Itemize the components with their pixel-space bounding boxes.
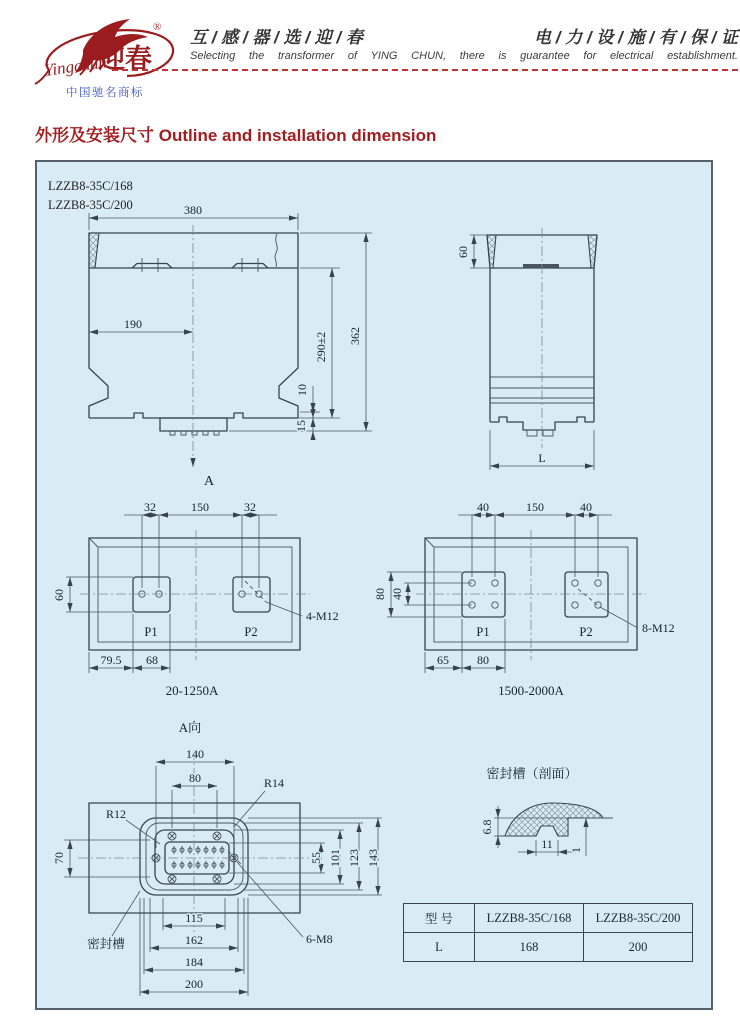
- dim-front-width: 380: [184, 203, 202, 217]
- dim-front-h3: 10: [295, 384, 309, 396]
- dim-pl-b1: 65: [437, 653, 449, 667]
- dim-ps-t3: 32: [244, 500, 256, 514]
- holes-label-4m12: 4-M12: [306, 609, 339, 623]
- dim-av-b2: 162: [185, 933, 203, 947]
- dim-av-b4: 200: [185, 977, 203, 991]
- brand-script: Yingchun: [42, 52, 108, 80]
- pad1-label-large: P1: [476, 625, 490, 639]
- spec-l-200: 200: [584, 933, 693, 962]
- dim-front-inner: 190: [124, 317, 142, 331]
- pad-view-large-drawing: [373, 500, 675, 698]
- seal-section-drawing: [480, 766, 613, 856]
- slogan-cn-left: 互 / 感 / 器 / 选 / 迎 / 春: [190, 28, 363, 47]
- radius-r12-label: R12: [105, 807, 127, 821]
- front-view-drawing: [89, 203, 372, 489]
- dim-av-left: 70: [52, 852, 66, 864]
- dim-side-length: L: [538, 451, 546, 465]
- table-row: [404, 933, 693, 962]
- spec-header-model-168: LZZB8-35C/168: [475, 904, 584, 933]
- dim-av-r3: 123: [347, 849, 361, 867]
- dim-av-r4: 143: [366, 849, 380, 867]
- a-view-drawing: [52, 720, 382, 996]
- slogan-english: Selecting the transformer of YING CHUN, there is guarantee for electrical establishment.: [190, 50, 738, 62]
- dim-pl-l1: 80: [373, 588, 387, 600]
- caption-small-range: 20-1250A: [165, 683, 219, 698]
- pad2-label-large: P2: [579, 625, 593, 639]
- dim-av-r2: 101: [328, 849, 342, 867]
- terminal-row-top: [172, 846, 224, 854]
- table-row: [404, 904, 693, 933]
- dim-pl-b2: 80: [477, 653, 489, 667]
- dim-ps-b2: 68: [146, 653, 158, 667]
- spec-header-model: 型 号: [404, 904, 475, 933]
- radius-r14-label: R14: [263, 776, 285, 790]
- dim-av-t2: 80: [189, 771, 201, 785]
- dim-av-b1: 115: [185, 911, 203, 925]
- spec-l-label: L: [404, 933, 475, 962]
- dim-av-r1: 55: [309, 852, 323, 864]
- dim-seal-step: 1: [569, 847, 583, 853]
- side-view-drawing: [456, 228, 597, 470]
- dim-ps-b1: 79.5: [100, 653, 122, 667]
- holes-label-6m8: 6-M8: [306, 932, 333, 946]
- model-label-1: LZZB8-35C/168: [48, 179, 133, 193]
- spec-l-168: 168: [475, 933, 584, 962]
- terminal-row-bottom: [172, 861, 224, 869]
- holes-label-8m12: 8-M12: [642, 621, 675, 635]
- pad-view-small-drawing: [52, 500, 339, 698]
- spec-table: [403, 903, 693, 962]
- registered-trademark-icon: ®: [153, 21, 162, 33]
- caption-large-range: 1500-2000A: [498, 683, 564, 698]
- dim-seal-w: 11: [541, 837, 553, 851]
- dim-side-top: 60: [456, 246, 470, 258]
- dim-av-t1: 140: [186, 747, 204, 761]
- pad2-label: P2: [244, 625, 258, 639]
- dim-front-h2: 290±2: [314, 331, 328, 363]
- dim-pl-t3: 40: [580, 500, 592, 514]
- pad1-label: P1: [144, 625, 158, 639]
- dim-front-height: 362: [348, 327, 362, 345]
- spec-header-model-200: LZZB8-35C/200: [584, 904, 693, 933]
- model-label-2: LZZB8-35C/200: [48, 198, 133, 212]
- brand-chinese: 迎春: [98, 44, 152, 74]
- dim-ps-t2: 150: [191, 500, 209, 514]
- page-title: 外形及安装尺寸 Outline and installation dimension: [35, 126, 437, 145]
- dim-pl-t2: 150: [526, 500, 544, 514]
- dim-pl-l2: 40: [390, 588, 404, 600]
- dim-seal-h: 6.8: [480, 819, 494, 835]
- view-a-arrow-label: A: [203, 474, 215, 489]
- dim-front-h4: 15: [294, 420, 308, 432]
- dim-ps-t1: 32: [144, 500, 156, 514]
- dim-av-b3: 184: [185, 955, 203, 969]
- seal-groove-label: 密封槽: [87, 937, 125, 951]
- famous-trademark-label: 中国驰名商标: [66, 87, 144, 99]
- dim-ps-left: 60: [52, 589, 66, 601]
- seal-section-title: 密封槽（剖面）: [486, 766, 578, 781]
- slogan-cn-right: 电 / 力 / 设 / 施 / 有 / 保 / 证: [533, 28, 738, 47]
- a-view-title: A向: [178, 720, 202, 735]
- dim-pl-t1: 40: [477, 500, 489, 514]
